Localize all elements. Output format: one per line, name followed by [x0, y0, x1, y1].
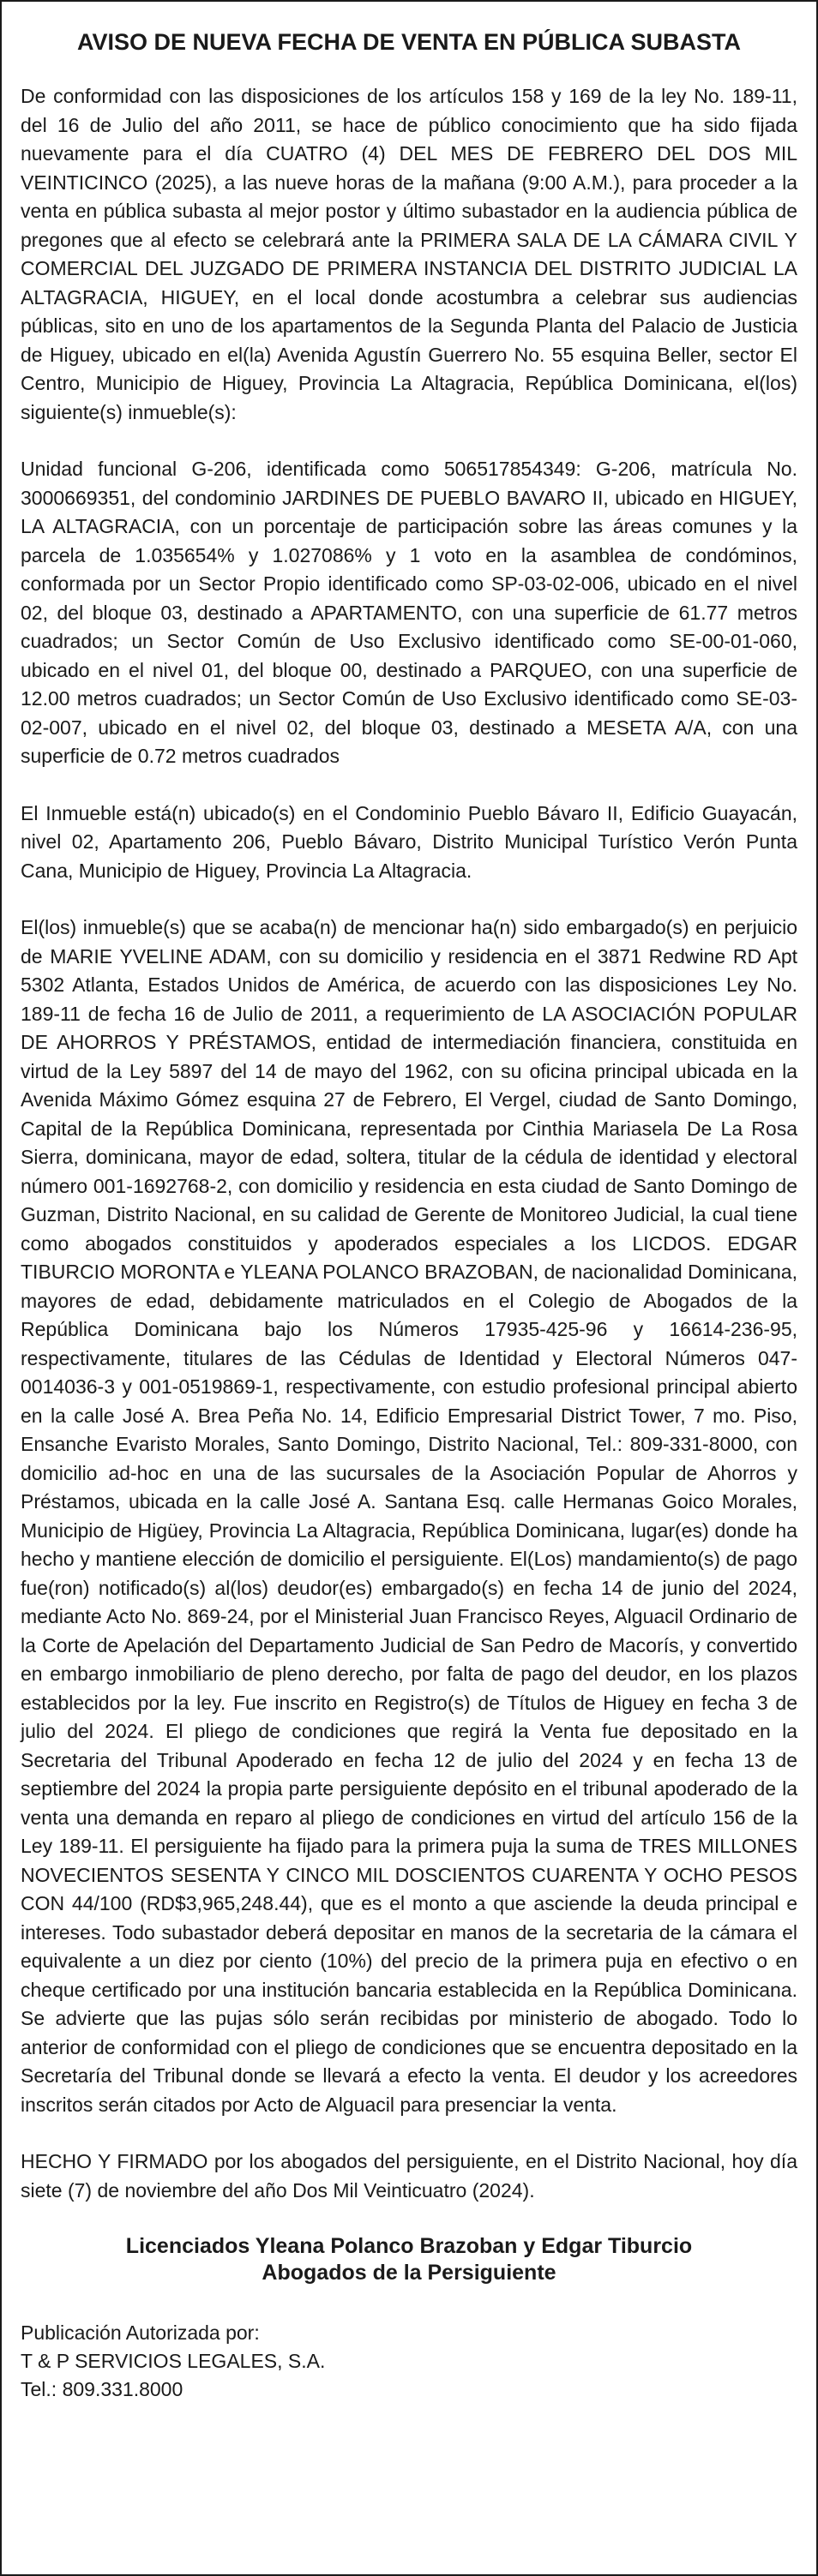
paragraph-property-description: Unidad funcional G-206, identificada como 506517854349: G-206, matrícula No. 3000669351, del condominio JARDINES DE PUEBLO BAVARO II, ubicado en HIGUEY, LA ALTAGRACIA, con un porcentaje de participación sobre las áreas comunes y la parcela de 1.035654% y 1.027086% y 1 voto en la asamblea de condóminos, conformada por un Sector Propio identificado como SP-03-02-006, ubicado en el nivel 02, del bloque 03, destinado a APARTAMENTO, con una superficie de 61.77 metros cuadrados; un Sector Común de Uso Exclusivo identificado como SE-00-01-060, ubicado en el nivel 01, del bloque 00, destinado a PARQUEO, con una superficie de 12.00 metros cuadrados; un Sector Común de Uso Exclusivo identificado como SE-03-02-007, ubicado en el nivel 02, del bloque 03, destinado a MESETA A/A, con una superficie de 0.72 metros cuadrados: [21, 458, 797, 767]
notice-title: AVISO DE NUEVA FECHA DE VENTA EN PÚBLICA SUBASTA: [76, 29, 742, 55]
paragraph-seizure-details: El(los) inmueble(s) que se acaba(n) de mencionar ha(n) sido embargado(s) en perjuicio de MARIE YVELINE ADAM, con su domicilio y residencia en el 3871 Redwine RD Apt 5302 Atlanta, Estados Unidos de América, de acuerdo con las disposiciones Ley No. 189-11 de fecha 16 de Julio de 2011, a requerimiento de LA ASOCIACIÓN POPULAR DE AHORROS Y PRÉSTAMOS, entidad de intermediación financiera, constituida en virtud de la Ley 5897 del 14 de mayo del 1962, con su oficina principal ubicada en la Avenida Máximo Gómez esquina 27 de Febrero, El Vergel, ciudad de Santo Domingo, Capital de la República Dominicana, representada por Cinthia Mariasela De La Rosa Sierra, dominicana, mayor de edad, soltera, titular de la cédula de identidad y electoral número 001-1692768-2, con domicilio y residencia en esta ciudad de Santo Domingo de Guzman, Distrito Nacional, en su calidad de Gerente de Monitoreo Judicial, la cual tiene como abogados constituidos y apoderados especiales a los LICDOS. EDGAR TIBURCIO MORONTA e YLEANA POLANCO BRAZOBAN, de nacionalidad Dominicana, mayores de edad, debidamente matriculados en el Colegio de Abogados de la República Dominicana bajo los Números 17935-425-96 y 16614-236-95, respectivamente, titulares de las Cédulas de Identidad y Electoral Números 047-0014036-3 y 001-0519869-1, respectivamente, con estudio profesional principal abierto en la calle José A. Brea Peña No. 14, Edificio Empresarial District Tower, 7 mo. Piso, Ensanche Evaristo Morales, Santo Domingo, Distrito Nacional, Tel.: 809-331-8000, con domicilio ad-hoc en una de las sucursales de la Asociación Popular de Ahorros y Préstamos, ubicada en la calle José A. Santana Esq. calle Hermanas Goico Morales, Municipio de Higüey, Provincia La Altagracia, República Dominicana, lugar(es) donde ha hecho y mantiene elección de domicilio el persiguiente. El(Los) mandamiento(s) de pago fue(ron) notificado(s) al(los) deudor(es) embargado(s) en fecha 14 de junio del 2024, mediante Acto No. 869-24, por el Ministerial Juan Francisco Reyes, Alguacil Ordinario de la Corte de Apelación del Departamento Judicial de San Pedro de Macorís, y convertido en embargo inmobiliario de pleno derecho, por falta de pago del deudor, en los plazos establecidos por la ley. Fue inscrito en Registro(s) de Títulos de Higuey en fecha 3 de julio del 2024. El pliego de condiciones que regirá la Venta fue depositado en la Secretaria del Tribunal Apoderado en fecha 12 de julio del 2024 y en fecha 13 de septiembre del 2024 la propia parte persiguiente depósito en el tribunal apoderado de la venta una demanda en reparo al pliego de condiciones en virtud del artículo 156 de la Ley 189-11. El persiguiente ha fijado para la primera puja la suma de TRES MILLONES NOVECIENTOS SESENTA Y CINCO MIL DOSCIENTOS CUARENTA Y OCHO PESOS CON 44/100 (RD$3,965,248.44), que es el monto a que asciende la deuda principal e intereses. Todo subastador deberá depositar en manos de la secretaria de la cámara el equivalente a un diez por ciento (10%) del precio de la primera puja en efectivo o en cheque certificado por una institución bancaria establecida en la República Dominicana. Se advierte que las pujas sólo serán recibidas por ministerio de abogado. Todo lo anterior de conformidad con el pliego de condiciones que se encuentra depositado en la Secretaría del Tribunal donde se llevará a efecto la venta. El deudor y los acreedores inscritos serán citados por Acto de Alguacil para presenciar la venta.: [21, 916, 797, 2116]
publication-block: [21, 2319, 797, 2404]
publication-company: T & P SERVICIOS LEGALES, S.A.: [21, 2350, 326, 2372]
paragraph-signed: HECHO Y FIRMADO por los abogados del persiguiente, en el Distrito Nacional, hoy día siete (7) de noviembre del año Dos Mil Veinticuatro (2024).: [21, 2150, 797, 2202]
publication-phone: Tel.: 809.331.8000: [21, 2378, 183, 2400]
paragraph-auction-date: De conformidad con las disposiciones de los artículos 158 y 169 de la ley No. 189-11, del 16 de Julio del año 2011, se hace de público conocimiento que ha sido fijada nuevamente para el día CUATRO (4) DEL MES DE FEBRERO DEL DOS MIL VEINTICINCO (2025), a las nueve horas de la mañana (9:00 A.M.), para proceder a la venta en pública subasta al mejor postor y último subastador en la audiencia pública de pregones que al efecto se celebrará ante la PRIMERA SALA DE LA CÁMARA CIVIL Y COMERCIAL DEL JUZGADO DE PRIMERA INSTANCIA DEL DISTRITO JUDICIAL LA ALTAGRACIA, HIGUEY, en el local donde acostumbra a celebrar sus audiencias públicas, sito en uno de los apartamentos de la Segunda Planta del Palacio de Justicia de Higuey, ubicado en el(la) Avenida Agustín Guerrero No. 55 esquina Beller, sector El Centro, Municipio de Higuey, Provincia La Altagracia, República Dominicana, el(los) siguiente(s) inmueble(s):: [21, 85, 797, 423]
paragraph-property-location: El Inmueble está(n) ubicado(s) en el Condominio Pueblo Bávaro II, Edificio Guayacán, nivel 02, Apartamento 206, Pueblo Bávaro, Distrito Municipal Turístico Verón Punta Cana, Municipio de Higuey, Provincia La Altagracia.: [21, 801, 797, 882]
signature-role: Abogados de la Persiguiente: [262, 2261, 556, 2285]
signature-lawyers: Licenciados Yleana Polanco Brazoban y Edgar Tiburcio: [125, 2234, 693, 2258]
publication-label: Publicación Autorizada por:: [21, 2321, 260, 2344]
signature-block: [21, 2233, 797, 2286]
